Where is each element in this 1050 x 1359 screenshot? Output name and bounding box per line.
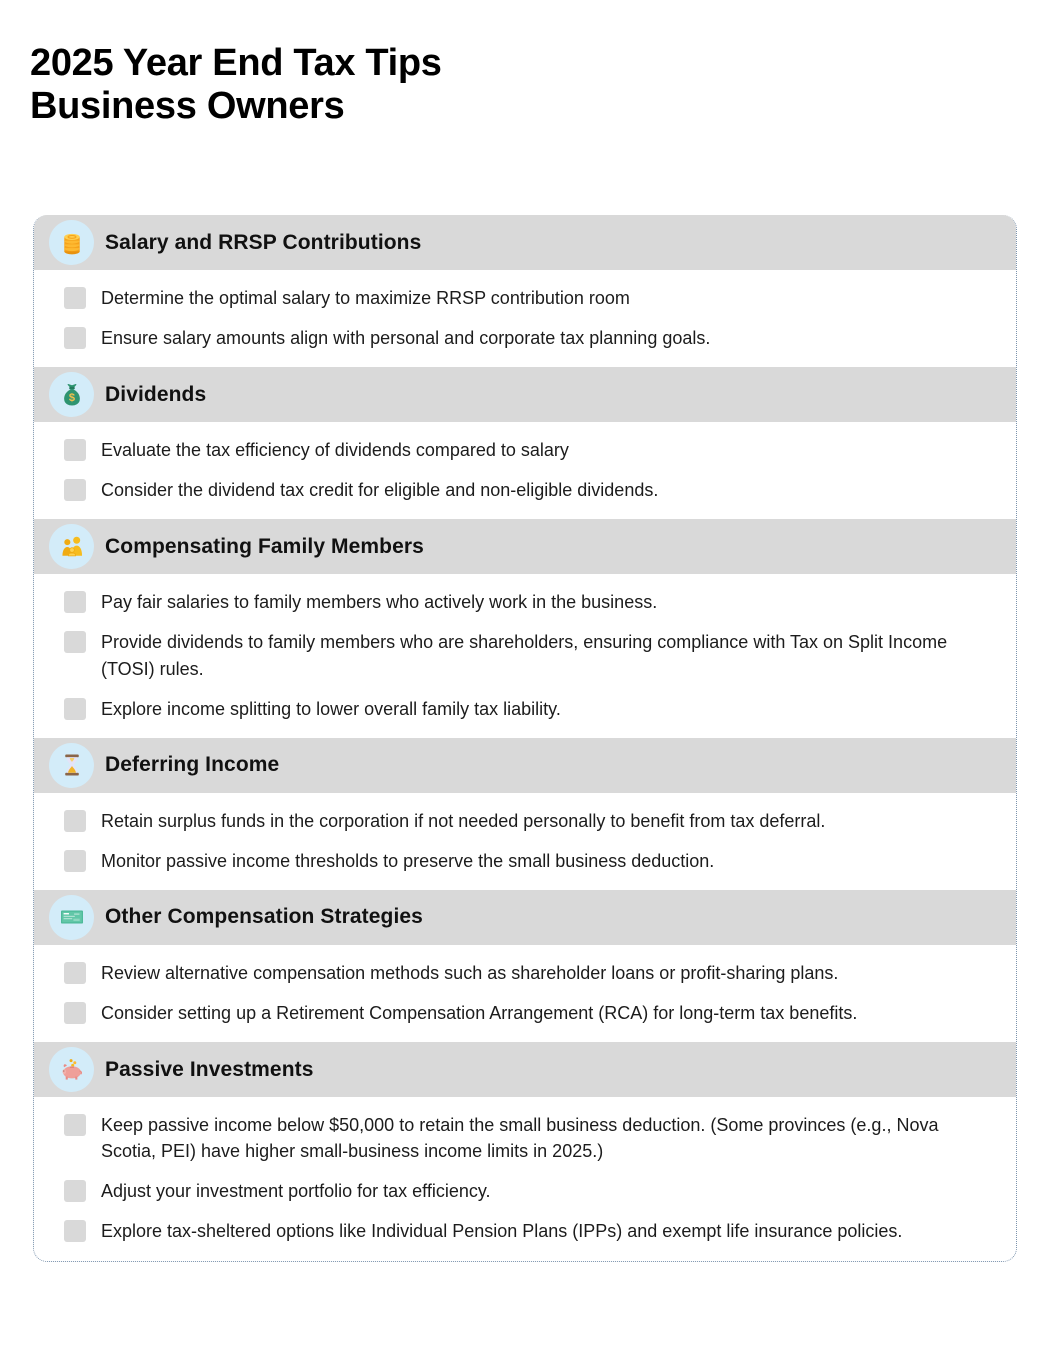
section-title: Salary and RRSP Contributions [105, 230, 422, 254]
section-header-other-comp [34, 890, 1016, 945]
section-items-other-comp [34, 945, 1016, 1042]
section-items-dividends [34, 422, 1016, 519]
checkbox[interactable] [64, 1114, 86, 1136]
item-text: Consider the dividend tax credit for eligible and non-eligible dividends. [101, 480, 659, 501]
item-text: Explore income splitting to lower overall family tax liability. [101, 698, 561, 719]
list-item [64, 437, 996, 463]
item-text: Determine the optimal salary to maximize RRSP contribution room [101, 288, 630, 308]
list-item [64, 629, 996, 681]
list-item [64, 589, 996, 615]
list-item [64, 848, 996, 874]
cheque-icon [49, 895, 94, 940]
checkbox[interactable] [64, 698, 86, 720]
item-text: Adjust your investment portfolio for tax efficiency. [101, 1181, 491, 1202]
section-title: Dividends [105, 382, 207, 406]
checkbox[interactable] [64, 479, 86, 501]
section-title: Deferring Income [105, 753, 280, 777]
list-item [64, 325, 996, 351]
list-item [64, 696, 996, 722]
list-item [64, 1000, 996, 1026]
checkbox[interactable] [64, 327, 86, 349]
tax-tips-checklist [33, 215, 1017, 1262]
checkbox[interactable] [64, 810, 86, 832]
item-text: Evaluate the tax efficiency of dividends compared to salary [101, 440, 569, 461]
item-text: Keep passive income below $50,000 to retain the small business deduction. (Some provinces (e.g., Nova Scotia, PEI) have higher small-business income limits in 2025.) [101, 1115, 939, 1162]
list-item [64, 808, 996, 834]
checkbox[interactable] [64, 631, 86, 653]
item-text: Review alternative compensation methods such as shareholder loans or profit-sharing plans. [101, 962, 839, 983]
family-icon [49, 524, 94, 569]
checkbox[interactable] [64, 591, 86, 613]
item-text: Explore tax-sheltered options like Individual Pension Plans (IPPs) and exempt life insurance policies. [101, 1221, 903, 1242]
hourglass-icon [49, 743, 94, 788]
section-title: Compensating Family Members [105, 534, 424, 558]
checkbox[interactable] [64, 1180, 86, 1202]
list-item [64, 1112, 996, 1164]
coins-icon [49, 220, 94, 265]
item-text: Ensure salary amounts align with personal and corporate tax planning goals. [101, 328, 711, 349]
section-title: Passive Investments [105, 1057, 314, 1081]
list-item [64, 1218, 996, 1244]
page-title-line2: Business Owners [30, 84, 345, 127]
piggy-bank-icon [49, 1047, 94, 1092]
list-item [64, 1178, 996, 1204]
section-items-deferring [34, 793, 1016, 890]
section-header-family [34, 519, 1016, 574]
checkbox[interactable] [64, 439, 86, 461]
item-text: Retain surplus funds in the corporation if not needed personally to benefit from tax deferral. [101, 810, 826, 831]
section-header-deferring [34, 738, 1016, 793]
list-item [64, 477, 996, 503]
section-header-passive [34, 1042, 1016, 1097]
money-bag-icon [49, 372, 94, 417]
page-title [30, 42, 442, 127]
checkbox[interactable] [64, 850, 86, 872]
item-text: Consider setting up a Retirement Compensation Arrangement (RCA) for long-term tax benefits. [101, 1003, 858, 1024]
list-item [64, 285, 996, 311]
checkbox[interactable] [64, 1220, 86, 1242]
item-text: Monitor passive income thresholds to preserve the small business deduction. [101, 850, 715, 871]
list-item [64, 960, 996, 986]
section-items-passive [34, 1097, 1016, 1260]
section-items-family [34, 574, 1016, 737]
checkbox[interactable] [64, 1002, 86, 1024]
checkbox[interactable] [64, 962, 86, 984]
section-items-salary-rrsp [34, 270, 1016, 367]
svg-text:$: $ [68, 391, 75, 404]
item-text: Provide dividends to family members who are shareholders, ensuring compliance with Tax on Split Income (TOSI) rules. [101, 632, 948, 679]
page-title-line1: 2025 Year End Tax Tips [30, 42, 442, 84]
checkbox[interactable] [64, 287, 86, 309]
section-header-salary-rrsp [34, 215, 1016, 270]
item-text: Pay fair salaries to family members who actively work in the business. [101, 592, 658, 613]
section-title: Other Compensation Strategies [105, 905, 423, 929]
section-header-dividends [34, 367, 1016, 422]
